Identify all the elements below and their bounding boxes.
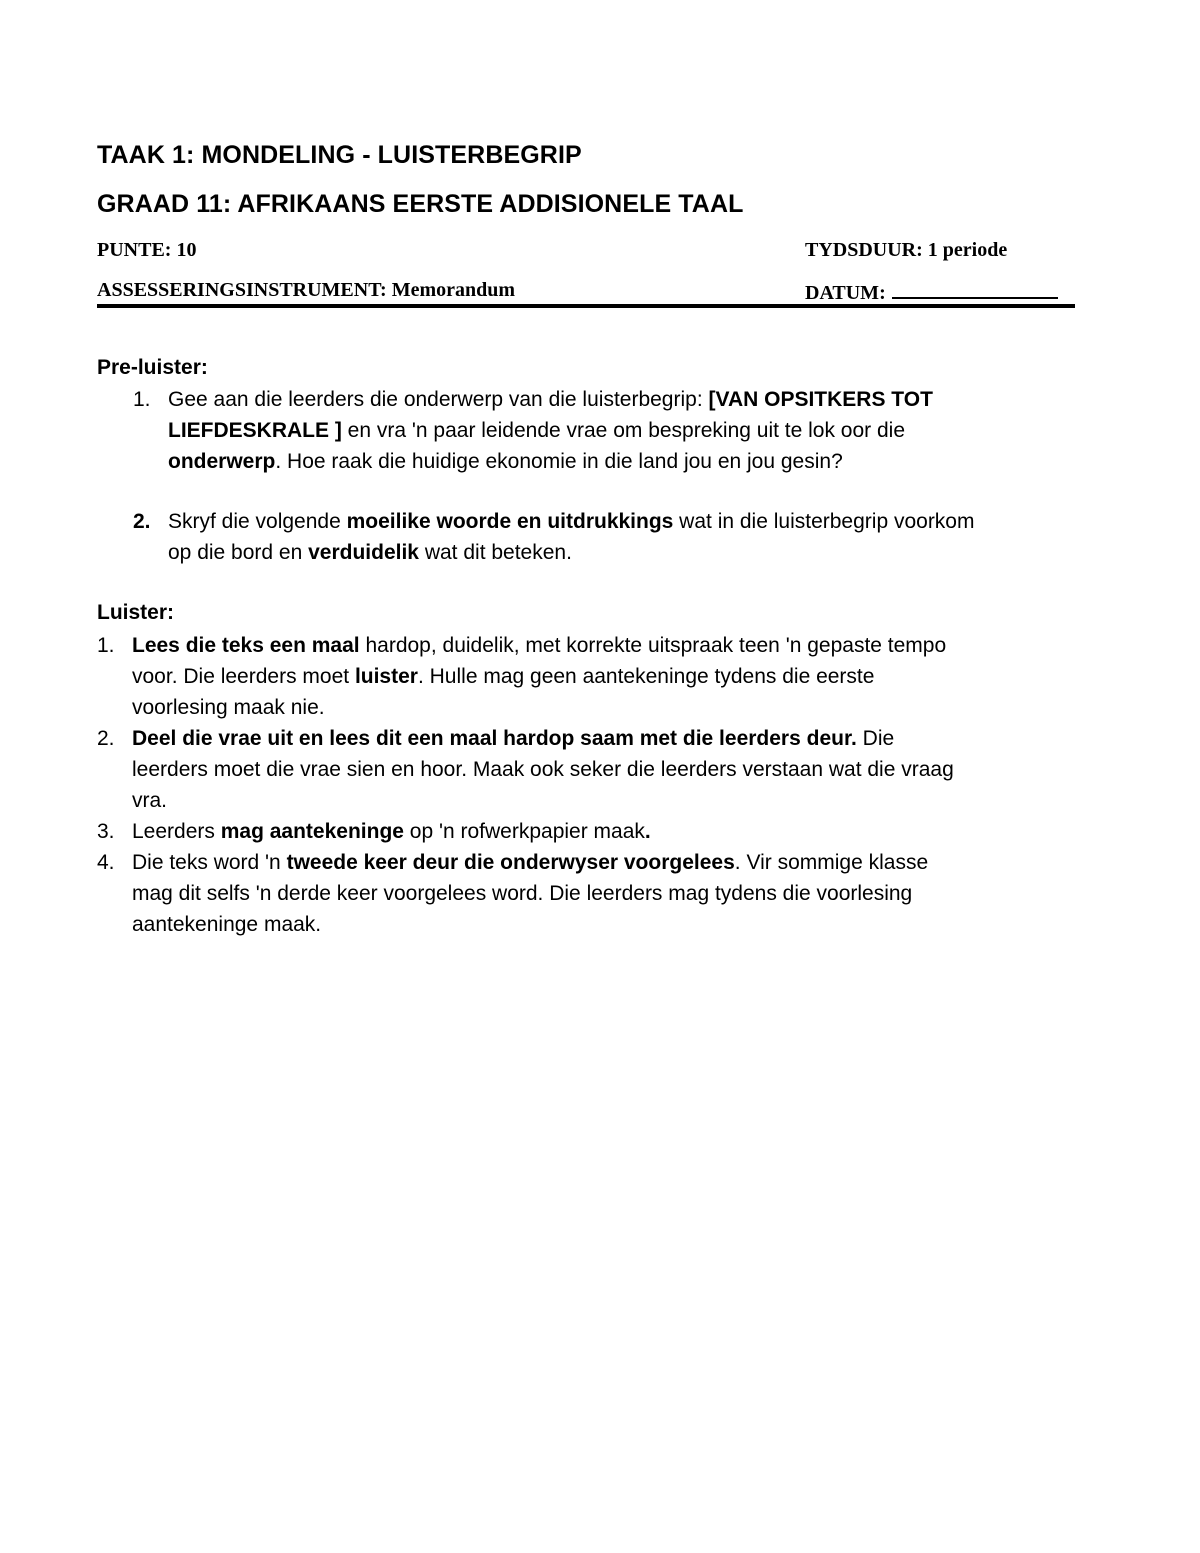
text-run: voor. Die leerders moet [132, 665, 355, 688]
text-run: mag dit selfs 'n derde keer voorgelees word. Die leerders mag tydens die voorlesing [132, 882, 913, 905]
date-blank-line [892, 279, 1058, 299]
duration-label: TYDSDUUR: 1 periode [805, 239, 1008, 261]
listening-heading: Luister: [97, 601, 175, 624]
assessment-instrument-label: ASSESSERINGSINSTRUMENT: Memorandum [97, 279, 516, 301]
bold-text: luister [354, 665, 418, 688]
topic-text: LIEFDESKRALE ] [168, 419, 342, 442]
bold-text: Lees die teks een maal [132, 634, 360, 657]
text-run: Leerders [132, 820, 221, 843]
text-run: op 'n rofwerkpapier maak [403, 820, 645, 843]
bold-text: onderwerp [168, 450, 276, 473]
list-number: 2. [133, 510, 151, 533]
text-run: vra. [132, 789, 168, 812]
list-number: 3. [97, 820, 115, 843]
list-number: 2. [97, 727, 115, 750]
grade-subject-title: GRAAD 11: AFRIKAANS EERSTE ADDISIONELE TAAL [97, 190, 744, 218]
text-run: wat dit beteken. [419, 541, 572, 564]
text-run: wat in die luisterbegrip voorkom [673, 510, 975, 533]
list-number: 1. [97, 634, 115, 657]
text-run: op die bord en [168, 541, 309, 564]
list-item-text [132, 847, 1072, 940]
bold-text: . [644, 820, 651, 843]
date-field [805, 279, 1058, 305]
bold-text: verduidelik [308, 541, 419, 564]
topic-text: [VAN OPSITKERS TOT [708, 388, 933, 411]
bold-text: mag aantekeninge [220, 820, 404, 843]
bold-text: tweede keer deur die onderwyser voorgelees [286, 851, 735, 874]
list-number: 1. [133, 388, 151, 411]
text-run: Gee aan die leerders die onderwerp van die luisterbegrip: [168, 388, 709, 411]
text-run: . Vir sommige klasse [734, 851, 929, 874]
list-item-text [168, 384, 1088, 477]
list-item-text [168, 506, 1088, 568]
text-run: Skryf die volgende [168, 510, 347, 533]
text-run: Die teks word 'n [132, 851, 287, 874]
text-run: hardop, duidelik, met korrekte uitspraak teen 'n gepaste tempo [359, 634, 947, 657]
marks-label: PUNTE: 10 [97, 239, 197, 261]
text-run: . Hulle mag geen aantekeninge tydens die eerste [417, 665, 875, 688]
date-label: DATUM: [805, 282, 886, 304]
list-item-text [132, 630, 1072, 723]
pre-listening-heading: Pre-luister: [97, 356, 208, 379]
text-run: leerders moet die vrae sien en hoor. Maak ook seker die leerders verstaan wat die vraag [132, 758, 954, 781]
text-run: en vra 'n paar leidende vrae om bespreking uit te lok oor die [341, 419, 906, 442]
bold-text: moeilike woorde en uitdrukkings [346, 510, 674, 533]
text-run: Die [856, 727, 895, 750]
list-number: 4. [97, 851, 115, 874]
header-divider [97, 304, 1075, 308]
bold-text: Deel die vrae uit en lees dit een maal hardop saam met die leerders deur. [132, 727, 857, 750]
text-run: . Hoe raak die huidige ekonomie in die land jou en jou gesin? [275, 450, 843, 473]
text-run: aantekeninge maak. [132, 913, 322, 936]
list-item-text [132, 723, 1072, 816]
task-title: TAAK 1: MONDELING - LUISTERBEGRIP [97, 141, 582, 169]
list-item-text [132, 816, 1072, 847]
text-run: voorlesing maak nie. [132, 696, 325, 719]
